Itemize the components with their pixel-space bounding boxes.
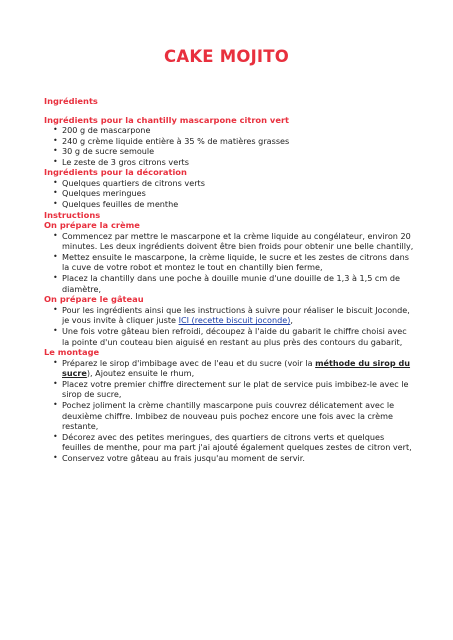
- gateau-heading: On prépare le gâteau: [44, 294, 144, 305]
- page-title: CAKE MOJITO: [164, 47, 289, 66]
- list-item: • Conservez votre gâteau au frais jusqu'au moment de servir.: [44, 453, 414, 464]
- biscuit-joconde-link[interactable]: ICI (recette biscuit joconde): [178, 315, 291, 326]
- decoration-list: [44, 178, 414, 210]
- list-item: [44, 358, 414, 379]
- gateau-item-text: Pour les ingrédients ainsi que les instructions à suivre pour réaliser le biscuit Joconde, je vous invite à cliquer juste: [62, 304, 410, 326]
- list-item: • 200 g de mascarpone: [44, 125, 414, 136]
- creme-heading: On prépare la crème: [44, 220, 140, 231]
- chantilly-list: [44, 125, 414, 167]
- list-item: [44, 305, 414, 326]
- recipe-content: [44, 96, 414, 464]
- chantilly-heading: Ingrédients pour la chantilly mascarpone citron vert: [44, 114, 290, 125]
- list-item: • 30 g de sucre semoule: [44, 146, 414, 157]
- list-item: • Le zeste de 3 gros citrons verts: [44, 157, 414, 168]
- gateau-item-text-end: ,: [290, 315, 293, 326]
- montage-list: [44, 358, 414, 464]
- ingredients-heading: Ingrédients: [44, 96, 98, 106]
- montage-heading: Le montage: [44, 347, 100, 358]
- list-item: • Commencez par mettre le mascarpone et la crème liquide au congélateur, environ 20 minutes. Les deux ingrédients doivent être bien froids pour obtenir une belle chantilly,: [44, 231, 414, 252]
- sirop-method-link[interactable]: méthode du sirop du sucre: [62, 357, 411, 379]
- list-item: • Mettez ensuite le mascarpone, la crème liquide, le sucre et les zestes de citrons dans la cuve de votre robot et montez le tout en chantilly bien ferme,: [44, 252, 414, 273]
- list-item: • Placez votre premier chiffre directement sur le plat de service puis imbibez-le avec le sirop de sucre,: [44, 379, 414, 400]
- gateau-list: [44, 305, 414, 347]
- creme-list: [44, 231, 414, 295]
- list-item: • Pochez joliment la crème chantilly mascarpone puis couvrez délicatement avec le deuxième chiffre. Imbibez de nouveau puis pochez encore une fois avec la crème restante,: [44, 400, 414, 432]
- list-item: • Une fois votre gâteau bien refroidi, découpez à l'aide du gabarit le chiffre choisi avec la pointe d'un couteau bien aiguisé en restant au plus près des contours du gabarit,: [44, 326, 414, 347]
- list-item: • 240 g crème liquide entière à 35 % de matières grasses: [44, 136, 414, 147]
- list-item: • Décorez avec des petites meringues, des quartiers de citrons verts et quelques feuilles de menthe, pour ma part j'ai ajouté également quelques zestes de citron vert,: [44, 432, 414, 453]
- decoration-heading: Ingrédients pour la décoration: [44, 167, 187, 178]
- list-item: • Quelques feuilles de menthe: [44, 199, 414, 210]
- instructions-heading: Instructions: [44, 209, 101, 220]
- montage-item-text-end: ), Ajoutez ensuite le rhum,: [86, 368, 195, 379]
- list-item: • Placez la chantilly dans une poche à douille munie d'une douille de 1,3 à 1,5 cm de diamètre,: [44, 273, 414, 294]
- montage-item-text: Préparez le sirop d'imbibage avec de l'eau et du sucre (voir la: [62, 357, 316, 368]
- list-item: • Quelques meringues: [44, 188, 414, 199]
- list-item: • Quelques quartiers de citrons verts: [44, 178, 414, 189]
